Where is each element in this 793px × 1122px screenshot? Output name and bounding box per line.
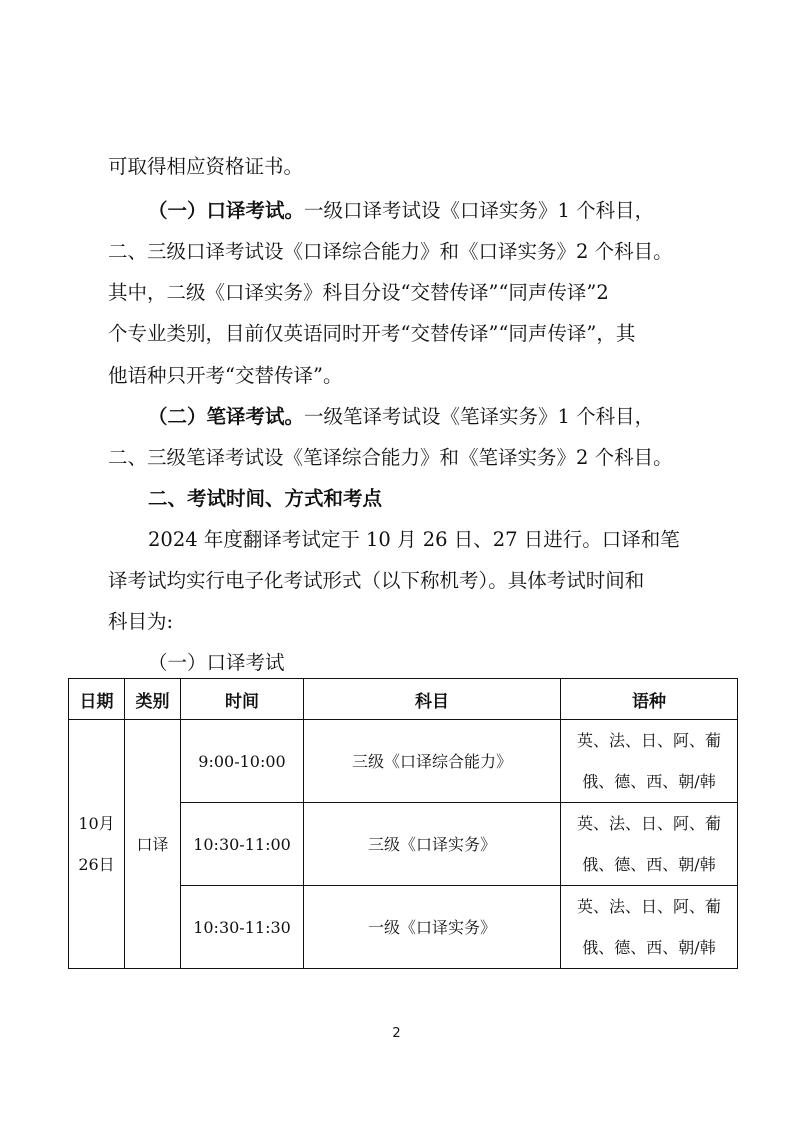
time-cell: 10:30-11:00 xyxy=(181,803,304,886)
section-heading: 二、考试时间、方式和考点 xyxy=(148,487,383,510)
date-line: 26日 xyxy=(78,855,115,874)
table-header-row xyxy=(69,679,738,720)
header-category: 类别 xyxy=(125,679,181,720)
languages-cell xyxy=(561,886,738,969)
languages-line: 英、法、日、阿、葡 xyxy=(576,731,721,750)
date-line: 10月 xyxy=(78,814,115,833)
languages-cell xyxy=(561,803,738,886)
languages-cell xyxy=(561,720,738,803)
paragraph-line: 二、三级笔译考试设《笔译综合能力》和《笔译实务》2 个科目。 xyxy=(108,446,673,469)
page-number: 2 xyxy=(392,1026,401,1041)
paragraph-label: （一）口译考试。 xyxy=(148,199,305,222)
category-cell: 口译 xyxy=(125,720,181,969)
header-languages: 语种 xyxy=(561,679,738,720)
header-date: 日期 xyxy=(69,679,125,720)
languages-line: 俄、德、西、朝/韩 xyxy=(582,938,716,957)
paragraph-label: （二）笔译考试。 xyxy=(148,405,305,428)
paragraph-line: 科目为: xyxy=(108,610,174,633)
languages-line: 俄、德、西、朝/韩 xyxy=(582,855,716,874)
paragraph-line: 译考试均实行电子化考试形式（以下称机考）。具体考试时间和 xyxy=(108,569,645,592)
paragraph-line: 二、三级口译考试设《口译综合能力》和《口译实务》2 个科目。 xyxy=(108,240,673,263)
paragraph-line xyxy=(148,199,654,223)
time-cell: 9:00-10:00 xyxy=(181,720,304,803)
header-time: 时间 xyxy=(181,679,304,720)
paragraph-line: 2024 年度翻译考试定于 10 月 26 日、27 日进行。口译和笔 xyxy=(148,528,680,551)
paragraph-text: 一级口译考试设《口译实务》1 个科目， xyxy=(304,199,655,222)
date-cell xyxy=(69,720,125,969)
paragraph-line: 其中，二级《口译实务》科目分设“交替传译”“同声传译”2 xyxy=(108,281,609,304)
languages-line: 俄、德、西、朝/韩 xyxy=(582,772,716,791)
languages-line: 英、法、日、阿、葡 xyxy=(576,814,721,833)
header-subject: 科目 xyxy=(304,679,561,720)
table-row xyxy=(69,720,738,803)
languages-line: 英、法、日、阿、葡 xyxy=(576,897,721,916)
subject-cell: 一级《口译实务》 xyxy=(304,886,561,969)
paragraph-line: 个专业类别，目前仅英语同时开考“交替传译”“同声传译”，其 xyxy=(108,322,636,345)
paragraph-line: 可取得相应资格证书。 xyxy=(108,155,304,178)
exam-schedule-table xyxy=(68,678,738,969)
subject-cell: 三级《口译综合能力》 xyxy=(304,720,561,803)
paragraph-line xyxy=(148,405,654,429)
paragraph-line: 他语种只开考“交替传译”。 xyxy=(108,364,343,387)
time-cell: 10:30-11:30 xyxy=(181,886,304,969)
subject-cell: 三级《口译实务》 xyxy=(304,803,561,886)
sub-heading: （一）口译考试 xyxy=(148,651,285,674)
paragraph-text: 一级笔译考试设《笔译实务》1 个科目， xyxy=(304,405,655,428)
